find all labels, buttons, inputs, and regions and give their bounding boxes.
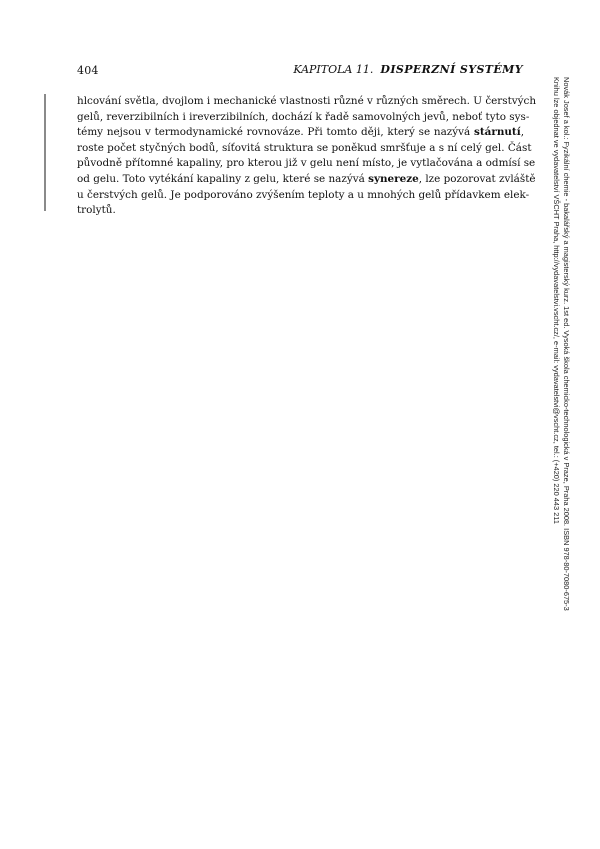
chapter-prefix: KAPITOLA 11. (293, 63, 374, 76)
text-line: původně přítomné kapaliny, pro kterou již v gelu není místo, je vytlačována a odmísí se (77, 157, 536, 170)
text-fragment: , lze pozorovat zvláště (418, 172, 536, 185)
text-fragment: , (520, 126, 524, 139)
body-paragraph (77, 94, 537, 219)
chapter-title: DISPERZNÍ SYSTÉMY (380, 63, 523, 76)
running-head (293, 63, 523, 76)
text-line: roste počet styčných bodů, síťovitá struktura se poněkud smršťuje a s ní celý gel. Část (77, 141, 532, 154)
text-line: gelů, reverzibilních i ireverzibilních, dochází k řadě samovolných jevů, neboť tyto sys- (77, 110, 530, 123)
side-note-order-info: Knihu lze objednat ve vydavatelství VŠCHT Praha, http://vydavatelstvi.vscht.cz/, e-mail: vydavatelstvi@vscht.cz, tel.: (+420) 220 443 211 (552, 77, 561, 524)
text-fragment: od gelu. Toto vytékání kapaliny z gelu, které se nazývá (77, 172, 369, 185)
margin-change-bar (44, 94, 46, 211)
term-starnuti: stárnutí (473, 126, 521, 139)
text-fragment: témy nejsou v termodynamické rovnováze. Při tomto ději, který se nazývá (77, 126, 474, 139)
copyright-side-note (551, 77, 571, 679)
term-synereze: synereze (368, 172, 419, 185)
text-line (77, 172, 536, 188)
side-note-citation: Novák Josef a kol.: Fyzikální chemie - bakalářský a magisterský kurz. 1st ed. Vysoká škola chemicko-technologická v Praze, Praha 2008. ISBN 978-80-7080-675-3 (562, 77, 571, 611)
text-line: hlcování světla, dvojlom i mechanické vlastnosti různé v různých směrech. U čerstvých (77, 95, 537, 107)
text-line (77, 125, 524, 141)
page-number: 404 (77, 64, 99, 77)
text-line: u čerstvých gelů. Je podporováno zvýšením teploty a u mnohých gelů přídavkem elek- (77, 188, 530, 201)
text-line: trolytů. (77, 204, 116, 217)
